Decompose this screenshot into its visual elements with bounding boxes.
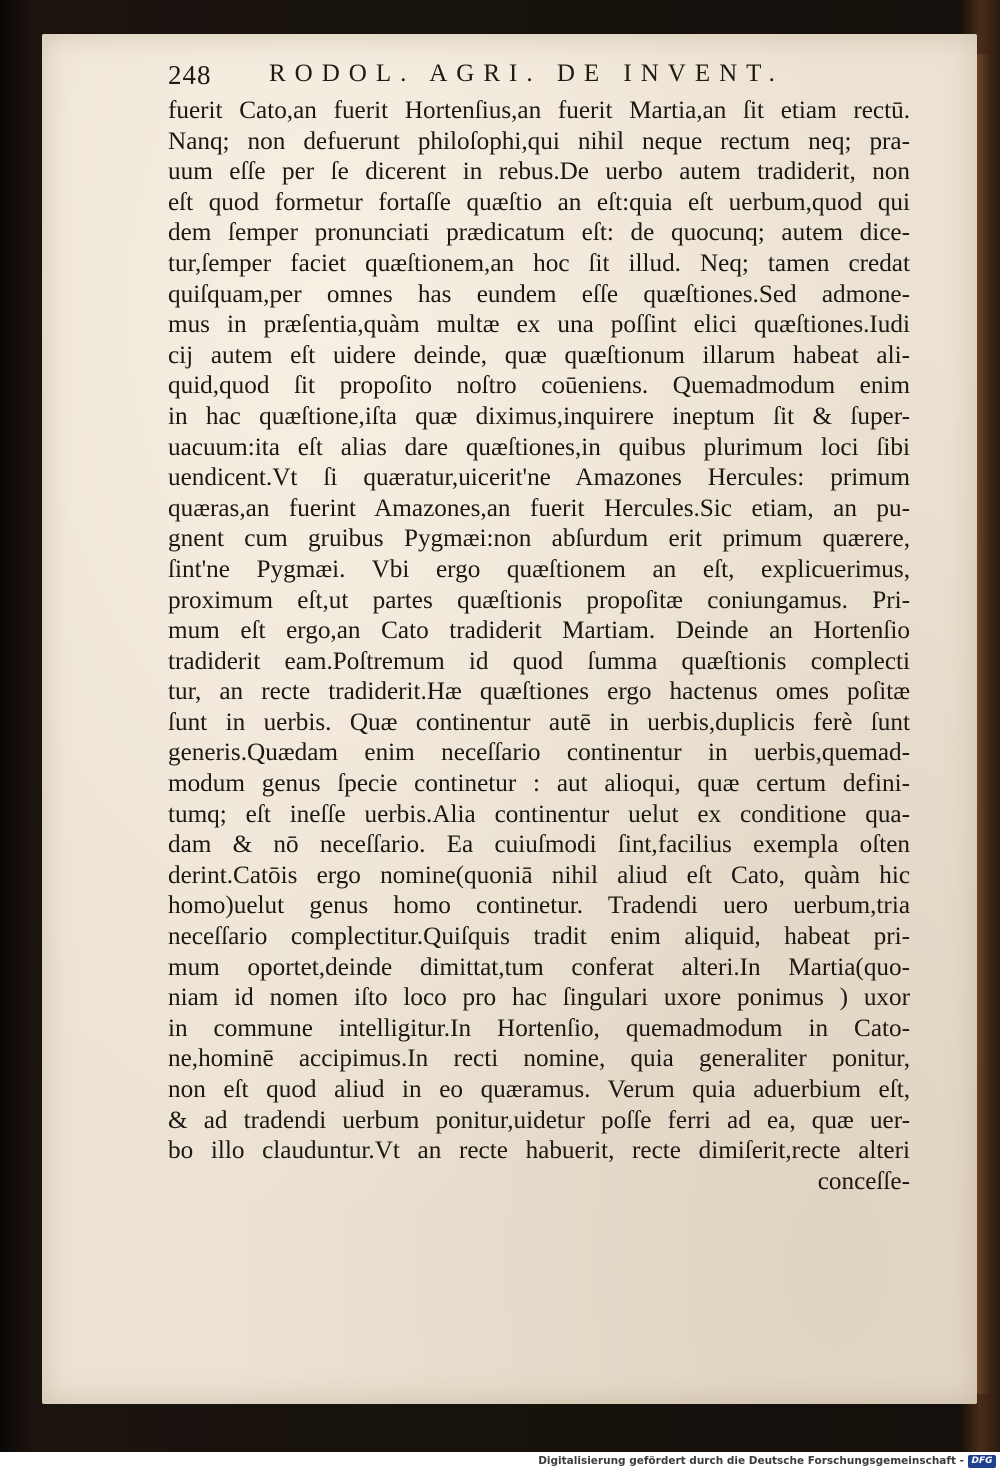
body-text: [168, 96, 910, 1197]
text-line: & ad tradendi uerbum ponitur,uidetur poſſe ferri ad ea, quæ uer-: [168, 1106, 910, 1134]
catchword: conceſſe-: [817, 1167, 910, 1195]
funding-note: Digitalisierung gefördert durch die Deutsche Forschungsgemeinschaft -: [538, 1455, 964, 1467]
text-line: tumq; eſt ineſſe uerbis.Alia continentur uelut ex conditione qua-: [168, 800, 910, 828]
running-head: [168, 58, 888, 98]
footer-bar: [0, 1452, 1000, 1472]
text-line: dam & nō neceſſario. Ea cuiuſmodi ſint,facilius exempla oſten: [168, 831, 910, 859]
text-line: Nanq; non defuerunt philoſophi,qui nihil neque rectum neq; pra-: [168, 127, 910, 155]
text-line: neceſſario complectitur.Quiſquis tradit enim aliquid, habeat pri-: [168, 923, 910, 951]
text-line: generis.Quædam enim neceſſario continentur in uerbis,quemad-: [168, 739, 910, 767]
text-line: eſt quod formetur fortaſſe quæſtio an eſt:quia eſt uerbum,quod qui: [168, 188, 910, 216]
text-line: in commune intelligitur.In Hortenſio, quemadmodum in Cato-: [168, 1014, 910, 1042]
text-line: uacuum:ita eſt alias dare quæſtiones,in quibus plurimum loci ſibi: [168, 433, 910, 461]
text-line: mus in præſentia,quàm multæ ex una poſſint elici quæſtiones.Iudi: [168, 311, 910, 339]
text-line: quiſquam,per omnes has eundem eſſe quæſtiones.Sed admone-: [168, 280, 910, 308]
text-line: uendicent.Vt ſi quæratur,uicerit'ne Amazones Hercules: primum: [168, 464, 910, 492]
page-number: 248: [168, 60, 212, 90]
text-line: bo illo clauduntur.Vt an recte habuerit, recte dimiſerit,recte alteri: [168, 1137, 910, 1165]
text-line: uum eſſe per ſe dicerent in rebus.De uerbo autem tradiderit, non: [168, 158, 910, 186]
text-line: mum oportet,deinde dimittat,tum conferat alteri.In Martia(quo-: [168, 953, 910, 981]
text-line: in hac quæſtione,iſta quæ diximus,inquirere ineptum ſit & ſuper-: [168, 402, 910, 430]
text-line: tur, an recte tradiderit.Hæ quæſtiones ergo hactenus omes poſitæ: [168, 678, 910, 706]
page-edge: [977, 54, 991, 1394]
text-line: non eſt quod aliud in eo quæramus. Verum quia aduerbium eſt,: [168, 1076, 910, 1103]
text-line: tradiderit eam.Poſtremum id quod ſumma quæſtionis complecti: [168, 647, 910, 675]
text-line: gnent cum gruibus Pygmæi:non abſurdum erit primum quærere,: [168, 525, 910, 553]
text-line: quid,quod ſit propoſito noſtro coūeniens. Quemadmodum enim: [168, 372, 910, 400]
text-line: cij autem eſt uidere deinde, quæ quæſtionum illarum habeat ali-: [168, 341, 910, 369]
text-line: derint.Catōis ergo nomine(quoniā nihil aliud eſt Cato, quàm hic: [168, 861, 910, 889]
text-line: proximum eſt,ut partes quæſtionis propoſitæ coniungamus. Pri-: [168, 586, 910, 614]
text-line: tur,ſemper faciet quæſtionem,an hoc ſit illud. Neq; tamen credat: [168, 249, 910, 277]
running-title: RODOL. AGRI. DE INVENT.: [269, 60, 784, 87]
text-line: niam id nomen iſto loco pro hac ſingulari uxore ponimus ) uxor: [168, 984, 910, 1012]
text-line: mum eſt ergo,an Cato tradiderit Martiam. Deinde an Hortenſio: [168, 617, 910, 645]
text-line: ſunt in uerbis. Quæ continentur autē in uerbis,duplicis ferè ſunt: [168, 708, 910, 736]
text-line: modum genus ſpecie continetur : aut alioqui, quæ certum defini-: [168, 770, 910, 798]
text-line: quæras,an fuerint Amazones,an fuerit Hercules.Sic etiam, an pu-: [168, 494, 910, 522]
text-line: ne,hominē accipimus.In recti nomine, quia generaliter ponitur,: [168, 1045, 910, 1073]
text-line: fuerit Cato,an fuerit Hortenſius,an fuerit Martia,an ſit etiam rectū.: [168, 97, 910, 124]
text-line: homo)uelut genus homo continetur. Tradendi uero uerbum,tria: [168, 892, 910, 920]
dfg-logo-icon: DFG: [968, 1455, 996, 1468]
text-line: dem ſemper pronunciati prædicatum eſt: de quocunq; autem dice-: [168, 219, 910, 247]
text-line: ſint'ne Pygmæi. Vbi ergo quæſtionem an eſt, explicuerimus,: [168, 555, 910, 583]
